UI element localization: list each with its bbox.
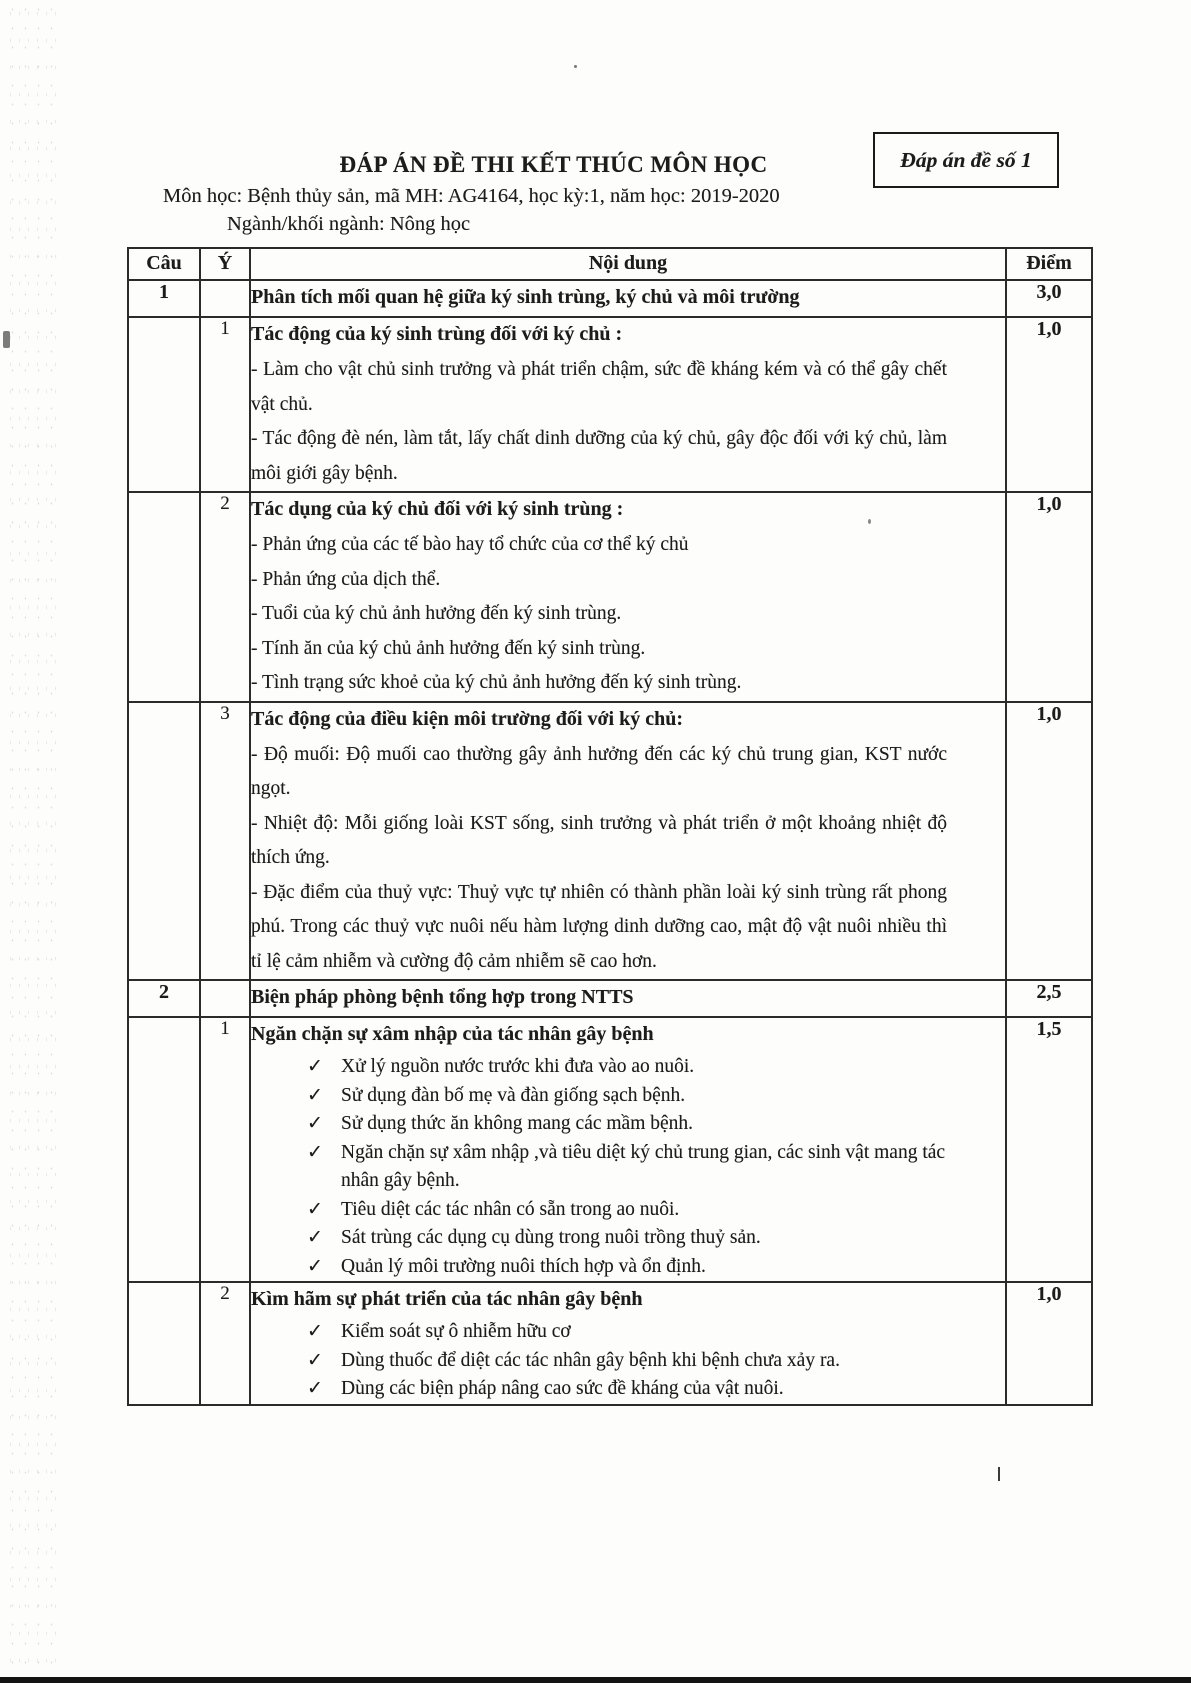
answer-text-line: - Tuổi của ký chủ ảnh hưởng đến ký sinh trùng. (251, 603, 622, 624)
answer-text-line: - Độ muối: Độ muối cao thường gây ảnh hưởng đến các ký chủ trung gian, KST nước ngọt. (251, 743, 947, 799)
sub-item-number-cell: 1 (200, 317, 250, 492)
answer-row (128, 317, 1092, 492)
content-cell (250, 1017, 1006, 1282)
col-header-cau: Câu (128, 248, 200, 280)
sub-item-number-cell: 2 (200, 492, 250, 702)
scan-noise-band (6, 0, 64, 1683)
answer-text-line: - Tính ăn của ký chủ ảnh hưởng đến ký sinh trùng. (251, 637, 646, 659)
question-number-cell (128, 492, 200, 702)
answer-text-line: - Đặc điểm của thuỷ vực: Thuỷ vực tự nhiên có thành phần loài ký sinh trùng rất phong phú. Trong các thuỷ vực nuôi nếu hàm lượng dinh dưỡng cao, mật độ vật nuôi nhiều thì tỉ lệ cảm nhiễm và cường độ cảm nhiễm sẽ cao hơn. (251, 881, 947, 972)
points-cell: 3,0 (1006, 280, 1092, 317)
col-header-diem: Điểm (1006, 248, 1092, 280)
scan-artifact (3, 331, 10, 348)
check-icon: ✓ (307, 1255, 323, 1277)
checklist-text: Dùng các biện pháp nâng cao sức đề kháng của vật nuôi. (341, 1378, 784, 1399)
checklist-text: Xử lý nguồn nước trước khi đưa vào ao nuôi. (341, 1056, 695, 1077)
checklist-item (307, 1053, 1005, 1082)
scan-artifact (868, 519, 871, 524)
checklist-text: Sử dụng thức ăn không mang các mầm bệnh. (341, 1113, 694, 1134)
header-row (128, 248, 1092, 280)
check-icon: ✓ (307, 1378, 323, 1399)
checklist-item (307, 1318, 1005, 1347)
answer-key-number-stamp (873, 132, 1059, 188)
checklist-text: Tiêu diệt các tác nhân có sẵn trong ao nuôi. (341, 1198, 680, 1220)
stamp-text: Đáp án đề số 1 (900, 147, 1032, 172)
answer-table-header (128, 248, 1092, 280)
checklist-text: Dùng thuốc để diệt các tác nhân gây bệnh khi bệnh chưa xảy ra. (341, 1349, 840, 1371)
sub-item-number-cell: 1 (200, 1017, 250, 1282)
answer-heading: Biện pháp phòng bệnh tổng hợp trong NTTS (251, 986, 634, 1008)
checklist-text: Sử dụng đàn bố mẹ và đàn giống sạch bệnh. (341, 1084, 686, 1106)
answer-text-line: - Phản ứng của các tế bào hay tổ chức của cơ thể ký chủ (251, 534, 689, 555)
answer-text-line: - Làm cho vật chủ sinh trưởng và phát triển chậm, sức đề kháng kém và có thể gây chết vật chủ. (251, 359, 947, 415)
check-icon: ✓ (307, 1084, 323, 1106)
answer-table (127, 247, 1093, 1406)
scan-edge-artifact (0, 1677, 1191, 1683)
answer-table-body (128, 280, 1092, 1405)
points-cell: 2,5 (1006, 980, 1092, 1017)
check-icon: ✓ (307, 1349, 323, 1371)
answer-row (128, 1017, 1092, 1282)
answer-row (128, 280, 1092, 317)
content-cell (250, 1282, 1006, 1405)
checklist-item (307, 1082, 1005, 1111)
answer-row (128, 702, 1092, 981)
checklist-item (307, 1375, 1005, 1404)
points-cell: 1,0 (1006, 492, 1092, 702)
check-icon: ✓ (307, 1056, 323, 1077)
question-number-cell (128, 702, 200, 981)
content-cell (250, 317, 1006, 492)
question-number-cell (128, 317, 200, 492)
answer-text-line: - Tình trạng sức khoẻ của ký chủ ảnh hưởng đến ký sinh trùng. (251, 672, 742, 693)
answer-heading: Tác dụng của ký chủ đối với ký sinh trùng : (251, 498, 624, 520)
points-cell: 1,0 (1006, 317, 1092, 492)
question-number-cell (128, 1017, 200, 1282)
checklist-item (307, 1253, 1005, 1282)
checklist-item (307, 1347, 1005, 1376)
checklist-item (307, 1196, 1005, 1225)
course-info-line: Môn học: Bệnh thủy sản, mã MH: AG4164, học kỳ:1, năm học: 2019-2020 (163, 185, 780, 207)
checklist-item (307, 1110, 1005, 1139)
answer-row (128, 1282, 1092, 1405)
answer-row (128, 980, 1092, 1017)
check-icon: ✓ (307, 1198, 323, 1220)
question-number-cell: 2 (128, 980, 200, 1017)
checklist-text: Ngăn chặn sự xâm nhập ,và tiêu diệt ký chủ trung gian, các sinh vật mang tác nhân gây bệnh. (341, 1141, 946, 1191)
points-cell: 1,5 (1006, 1017, 1092, 1282)
sub-item-number-cell: 2 (200, 1282, 250, 1405)
content-cell (250, 980, 1006, 1017)
check-icon: ✓ (307, 1321, 323, 1342)
scan-artifact (998, 1467, 1000, 1481)
answer-heading: Tác động của điều kiện môi trường đối với ký chủ: (251, 707, 683, 730)
answer-text-line: - Nhiệt độ: Mỗi giống loài KST sống, sinh trưởng và phát triển ở một khoảng nhiệt độ thích ứng. (251, 812, 947, 868)
answer-heading: Kìm hãm sự phát triển của tác nhân gây bệnh (251, 1288, 643, 1310)
sub-item-number-cell (200, 280, 250, 317)
answer-heading: Tác động của ký sinh trùng đối với ký chủ : (251, 323, 623, 345)
col-header-noidung: Nội dung (250, 248, 1006, 280)
check-icon: ✓ (307, 1227, 323, 1248)
answer-heading: Phân tích mối quan hệ giữa ký sinh trùng, ký chủ và môi trường (251, 286, 800, 308)
page-title: ĐÁP ÁN ĐỀ THI KẾT THÚC MÔN HỌC (339, 152, 768, 177)
sub-item-number-cell: 3 (200, 702, 250, 981)
answer-heading: Ngăn chặn sự xâm nhập của tác nhân gây bệnh (251, 1023, 654, 1045)
check-icon: ✓ (307, 1141, 323, 1163)
answer-row (128, 492, 1092, 702)
scan-artifact (574, 65, 577, 68)
content-cell (250, 280, 1006, 317)
major-info-line: Ngành/khối ngành: Nông học (227, 213, 471, 235)
checklist-item (307, 1139, 1005, 1196)
checklist-text: Sát trùng các dụng cụ dùng trong nuôi trồng thuỷ sản. (341, 1227, 761, 1248)
sub-item-number-cell (200, 980, 250, 1017)
question-number-cell: 1 (128, 280, 200, 317)
points-cell: 1,0 (1006, 702, 1092, 981)
question-number-cell (128, 1282, 200, 1405)
points-cell: 1,0 (1006, 1282, 1092, 1405)
content-cell (250, 702, 1006, 981)
content-cell (250, 492, 1006, 702)
checklist-text: Quản lý môi trường nuôi thích hợp và ổn định. (341, 1255, 706, 1277)
answer-text-line: - Tác động đè nén, làm tắt, lấy chất dinh dưỡng của ký chủ, gây độc đối với ký chủ, làm môi giới gây bệnh. (251, 428, 947, 484)
answer-text-line: - Phản ứng của dịch thể. (251, 568, 441, 590)
checklist-item (307, 1224, 1005, 1253)
checklist-text: Kiểm soát sự ô nhiễm hữu cơ (341, 1321, 571, 1342)
check-icon: ✓ (307, 1113, 323, 1134)
col-header-y: Ý (200, 248, 250, 280)
